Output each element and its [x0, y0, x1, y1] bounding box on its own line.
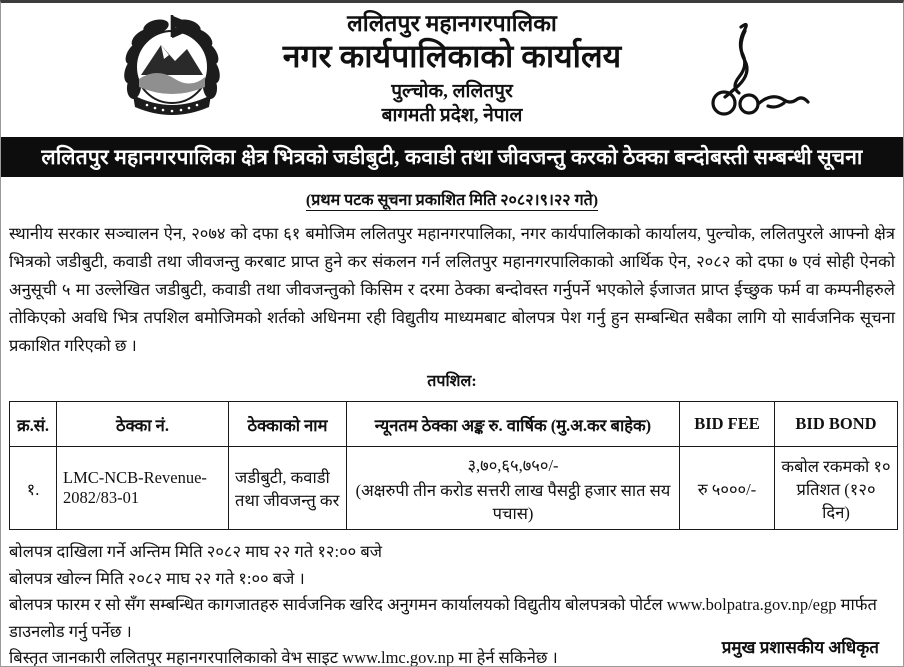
table-header-row: [10, 402, 898, 447]
letterhead: [1, 3, 903, 137]
organization-name: ललितपुर महानगरपालिका: [347, 11, 557, 36]
cell-contract-name: जडीबुटी, कवाडी तथा जीवजन्तु कर: [229, 447, 347, 530]
address-line-2: बागमती प्रदेश, नेपाल: [381, 104, 523, 126]
signatory-title: प्रमुख प्रशासकीय अधिकृत: [721, 638, 879, 657]
amount-in-words: (अक्षरुपी तीन करोड सत्तरी लाख पैसट्ठी हजार सात सय पचास): [355, 480, 671, 523]
notice-title-banner: [1, 137, 903, 177]
cell-sn: १.: [10, 447, 57, 530]
footer-line-portal: बोलपत्र फारम र सो सँग सम्बन्धित कागजातहरु सार्वजनिक खरिद अनुगमन कार्यालयको विद्युतीय बोलपत्रको पोर्टल www.bolpatra.gov.np/egp मार्फत: [9, 595, 877, 614]
publication-date-line: (प्रथम पटक सूचना प्रकाशित मिति २०८२।९।२२ गते): [305, 192, 599, 209]
signature-scribble-icon: [691, 11, 821, 129]
footer-line-deadline: बोलपत्र दाखिला गर्ने अन्तिम मिति २०८२ माघ २२ गते १२:०० बजे: [9, 542, 383, 561]
tender-table: [9, 401, 898, 530]
col-header-min-amount: न्यूनतम ठेक्का अङ्क रु. वार्षिक (मु.अ.कर बाहेक): [347, 402, 680, 447]
notice-title: ललितपुर महानगरपालिका क्षेत्र भित्रको जडीबुटी, कवाडी तथा जीवजन्तु करको ठेक्का बन्दोबस्ती सम्बन्धी सूचना: [41, 145, 863, 169]
footer-line-download: डाउनलोड गर्नु पर्नेछ ।: [9, 621, 132, 641]
col-header-sn: क्र.सं.: [10, 402, 57, 447]
col-header-contract-no: ठेक्का नं.: [57, 402, 229, 447]
table-caption: तपशिल:: [427, 373, 477, 390]
cell-bid-fee: रु ५०००/-: [680, 447, 775, 530]
col-header-contract-name: ठेक्काको नाम: [229, 402, 347, 447]
footer-line-opening: बोलपत्र खोल्न मिति २०८२ माघ २२ गते १:०० बजे ।: [9, 568, 305, 588]
notice-body-paragraph: स्थानीय सरकार सञ्चालन ऐन, २०७४ को दफा ६१ बमोजिम ललितपुर महानगरपालिका, नगर कार्यपालिकाको कार्यालय, पुल्चोक, ललितपुरले आफ्नो क्षेत्र भित्रको जडीबुटी, कवाडी तथा जीवजन्तु करबाट प्राप्त हुने कर संकलन गर्न ललितपुर महानगरपालिकाको आर्थिक ऐन, २०८२ को दफा ७ एवं सोही ऐनको अनुसूची ५ मा उल्लेखित जडीबुटी, कवाडी तथा जीवजन्तुको किसिम र दरमा ठेक्का बन्दोवस्त गर्नुपर्ने भएकोले ईजाजत प्राप्त ईच्छुक फर्म वा कम्पनीहरुले तोकिएको अवधि भित्र तपशिल बमोजिमको शर्तको अधिनमा रही विद्युतीय माध्यमबाट बोलपत्र पेश गर्नु हुन सम्बन्धित सबैका लागि यो सार्वजनिक सूचना प्रकाशित गरिएको छ ।: [9, 224, 895, 355]
col-header-bid-fee: BID FEE: [680, 402, 775, 447]
cell-min-amount: [347, 447, 680, 530]
col-header-bid-bond: BID BOND: [775, 402, 898, 447]
table-row: [10, 447, 898, 530]
amount-in-figures: ३,७०,६५,७५०/-: [467, 455, 559, 475]
address-line-1: पुल्चोक, ललितपुर: [391, 80, 513, 102]
footer-line-website-info: बिस्तृत जानकारी ललितपुर महानगरपालिकाको वेभ साइट www.lmc.gov.np मा हेर्न सकिनेछ ।: [9, 648, 558, 667]
office-name: नगर कार्यपालिकाको कार्यालय: [282, 37, 622, 74]
cell-bid-bond: कबोल रकमको १० प्रतिशत (१२० दिन): [775, 447, 898, 530]
cell-contract-no: LMC-NCB-Revenue-2082/83-01: [57, 447, 229, 530]
